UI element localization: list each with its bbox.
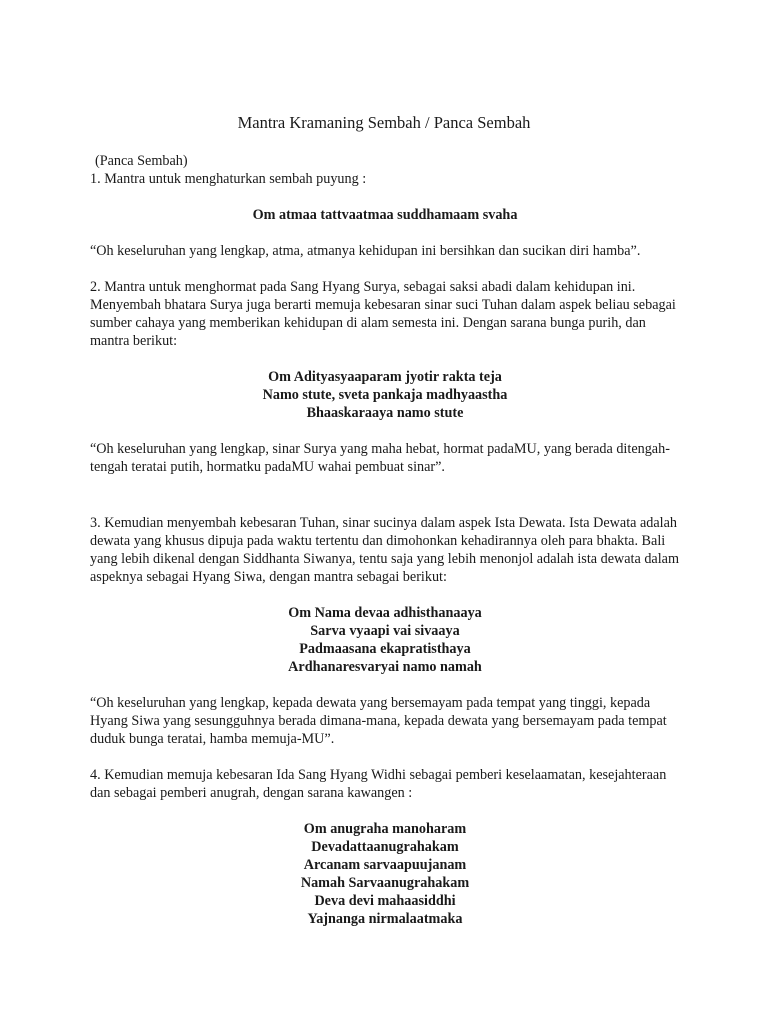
section-3-intro: 3. Kemudian menyembah kebesaran Tuhan, sinar sucinya dalam aspek Ista Dewata. Ista Dewata adalah dewata yang khusus dipuja pada waktu tertentu dan dimohonkan kehadirannya oleh para bhakta. Bali yang lebih dikenal dengan Siddhanta Siwanya, tentu saja yang lebih menonjol adalah ista dewata dalam aspeknya sebagai Hyang Siwa, dengan mantra sebagai berikut: (90, 515, 680, 585)
mantra-line: Namah Sarvaanugrahakam (300, 875, 470, 891)
section-4-intro: 4. Kemudian memuja kebesaran Ida Sang Hyang Widhi sebagai pemberi keselaamatan, kesejahteraan dan sebagai pemberi anugrah, dengan sarana kawangen : (90, 767, 667, 801)
section-1-translation: “Oh keseluruhan yang lengkap, atma, atmanya kehidupan ini bersihkan dan sucikan diri hamba”. (90, 243, 641, 259)
mantra-line: Om Nama devaa adhisthanaaya (288, 605, 482, 621)
mantra-line: Ardhanaresvaryai namo namah (288, 659, 482, 675)
mantra-line: Yajnanga nirmalaatmaka (307, 911, 463, 927)
mantra-line: Devadattaanugrahakam (311, 839, 459, 855)
mantra-line: Om Adityasyaaparam jyotir rakta teja (268, 369, 502, 385)
section-2-translation: “Oh keseluruhan yang lengkap, sinar Surya yang maha hebat, hormat padaMU, yang berada ditengah-tengah teratai putih, hormatku padaMU wahai pembuat sinar”. (90, 441, 670, 475)
mantra-line: Om anugraha manoharam (303, 821, 467, 837)
section-3-translation: “Oh keseluruhan yang lengkap, kepada dewata yang bersemayam pada tempat yang tinggi, kepada Hyang Siwa yang sesungguhnya berada dimana-mana, kepada dewata yang bersemayam pada tempat duduk bunga teratai, hamba memuja-MU”. (90, 695, 667, 747)
mantra-line: Bhaaskaraaya namo stute (306, 405, 464, 421)
mantra-line: Namo stute, sveta pankaja madhyaastha (262, 387, 508, 403)
document-body (90, 152, 680, 928)
document-title: Mantra Kramaning Sembah / Panca Sembah (237, 113, 531, 132)
mantra-line: Padmaasana ekapratisthaya (299, 641, 471, 657)
section-2-intro: 2. Mantra untuk menghormat pada Sang Hyang Surya, sebagai saksi abadi dalam kehidupan ini. Menyembah bhatara Surya juga berarti memuja kebesaran sinar suci Tuhan dalam aspek beliau sebagai sumber cahaya yang memberikan kehidupan di alam semesta ini. Dengan sarana bunga purih, dan mantra berikut: (90, 279, 676, 349)
section-1-intro: 1. Mantra untuk menghaturkan sembah puyung : (90, 171, 367, 187)
mantra-line: Arcanam sarvaapuujanam (303, 857, 467, 873)
subtitle: (Panca Sembah) (95, 153, 188, 169)
mantra-line: Om atmaa tattvaatmaa suddhamaam svaha (252, 207, 518, 223)
mantra-line: Sarva vyaapi vai sivaaya (310, 623, 460, 639)
mantra-line: Deva devi mahaasiddhi (314, 893, 456, 909)
